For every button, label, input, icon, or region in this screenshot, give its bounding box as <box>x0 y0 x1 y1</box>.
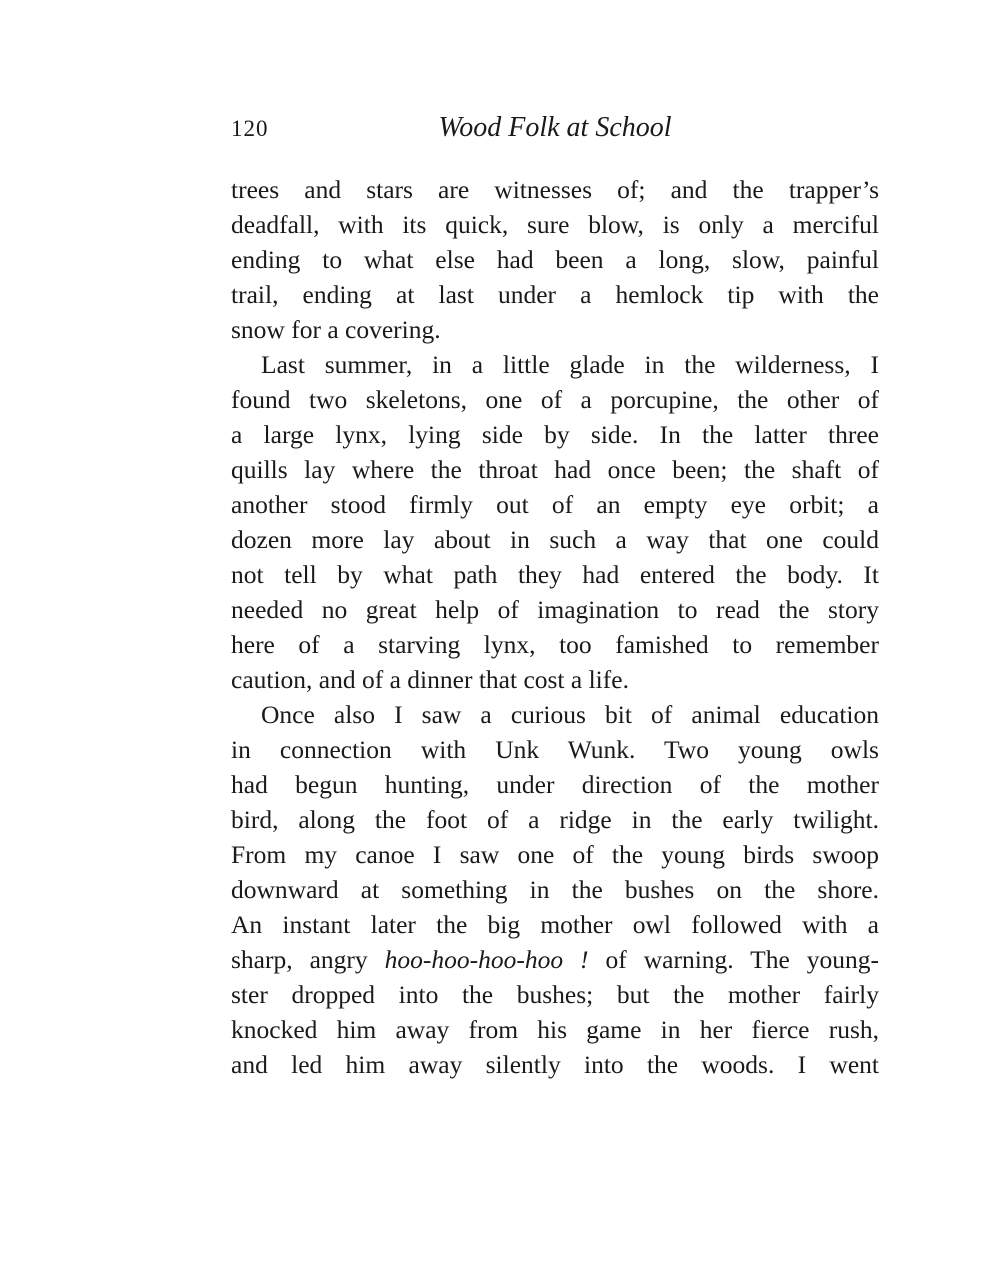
paragraph <box>231 172 879 347</box>
text-line: dozen more lay about in such a way that one could <box>231 525 879 554</box>
text-line: needed no great help of imagination to read the story <box>231 595 879 624</box>
text-line: bird, along the foot of a ridge in the early twilight. <box>231 805 879 834</box>
text-line-with-emphasis <box>231 942 879 977</box>
text-line: caution, and of a dinner that cost a life. <box>231 665 629 694</box>
book-page <box>231 110 879 1082</box>
text-line: Once also I saw a curious bit of animal education <box>261 700 879 729</box>
text-line: not tell by what path they had entered the body. It <box>231 560 879 589</box>
paragraph <box>231 697 879 1082</box>
text-line: another stood firmly out of an empty eye orbit; a <box>231 490 879 519</box>
running-title: Wood Folk at School <box>438 112 672 143</box>
text-line: deadfall, with its quick, sure blow, is only a merciful <box>231 210 879 239</box>
text-line: From my canoe I saw one of the young birds swoop <box>231 840 879 869</box>
running-head <box>231 110 879 150</box>
paragraph <box>231 347 879 697</box>
text-line: here of a starving lynx, too famished to remember <box>231 630 879 659</box>
text-line: snow for a covering. <box>231 315 441 344</box>
owl-call-emphasis: hoo-hoo-hoo-hoo ! <box>384 945 589 974</box>
text-line: Last summer, in a little glade in the wilderness, I <box>261 350 879 379</box>
text-line: trail, ending at last under a hemlock tip with the <box>231 280 879 309</box>
text-line: downward at something in the bushes on the shore. <box>231 875 879 904</box>
text-line: trees and stars are witnesses of; and the trapper’s <box>231 175 879 204</box>
text-line: quills lay where the throat had once been; the shaft of <box>231 455 879 484</box>
text-segment: of warning. The young- <box>588 945 880 974</box>
body-text <box>231 172 879 1082</box>
text-line: ending to what else had been a long, slow, painful <box>231 245 879 274</box>
text-line: ster dropped into the bushes; but the mother fairly <box>231 980 879 1009</box>
text-segment: sharp, angry <box>231 945 385 974</box>
page-number: 120 <box>231 116 269 141</box>
text-line: a large lynx, lying side by side. In the latter three <box>231 420 879 449</box>
text-line: knocked him away from his game in her fierce rush, <box>231 1015 879 1044</box>
text-line: and led him away silently into the woods. I went <box>231 1050 879 1079</box>
text-line: An instant later the big mother owl followed with a <box>231 910 879 939</box>
text-line: found two skeletons, one of a porcupine, the other of <box>231 385 879 414</box>
text-line: in connection with Unk Wunk. Two young owls <box>231 735 879 764</box>
text-line: had begun hunting, under direction of the mother <box>231 770 879 799</box>
